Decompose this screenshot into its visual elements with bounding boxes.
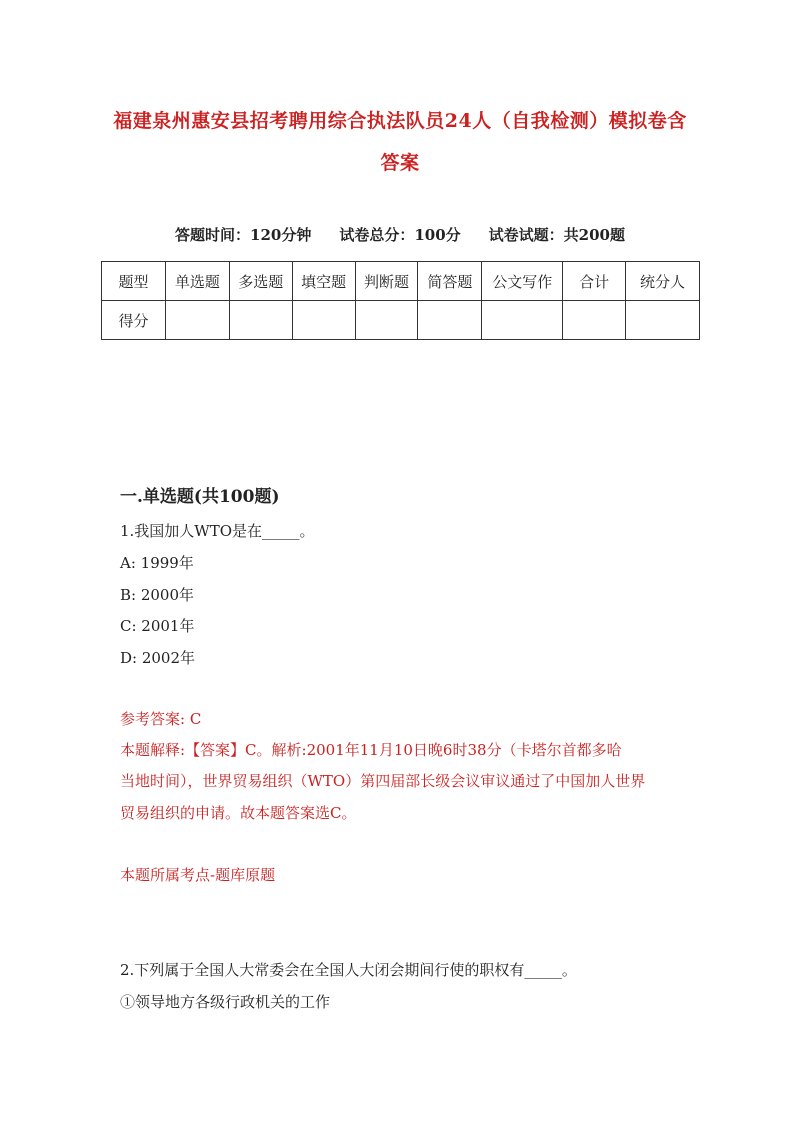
header-cell: 简答题 <box>418 262 482 301</box>
document-title-line-2: 答案 <box>380 152 420 174</box>
question-2-item-1: ①领导地方各级行政机关的工作 <box>120 993 331 1011</box>
header-cell: 题型 <box>102 262 166 301</box>
header-cell: 判断题 <box>355 262 418 301</box>
question-1-explanation-line-3: 贸易组织的申请。故本题答案选C。 <box>120 804 357 822</box>
section-title: 一.单选题(共100题) <box>120 487 280 507</box>
question-1-stem: 1.我国加人WTO是在_____。 <box>120 522 315 540</box>
header-cell: 合计 <box>563 262 626 301</box>
score-cell[interactable] <box>229 301 292 340</box>
score-table-score-row <box>102 301 700 340</box>
header-cell: 公文写作 <box>482 262 563 301</box>
question-1-answer: 参考答案: C <box>120 710 202 728</box>
score-cell[interactable] <box>482 301 563 340</box>
header-cell: 填空题 <box>292 262 355 301</box>
question-1-source: 本题所属考点-题库原题 <box>120 866 276 884</box>
question-1-explanation-line-1: 本题解释:【答案】C。解析:2001年11月10日晚6时38分（卡塔尔首都多哈 <box>120 741 622 759</box>
score-cell[interactable] <box>165 301 229 340</box>
header-cell: 多选题 <box>229 262 292 301</box>
exam-time: 答题时间：120分钟 <box>175 226 312 244</box>
score-row-label: 得分 <box>102 301 166 340</box>
question-1-option-d: D: 2002年 <box>120 649 196 667</box>
exam-total-score: 试卷总分：100分 <box>339 226 461 244</box>
score-cell[interactable] <box>563 301 626 340</box>
question-1-option-c: C: 2001年 <box>120 617 195 635</box>
header-cell: 统分人 <box>626 262 700 301</box>
exam-question-count: 试卷试题：共200题 <box>488 226 625 244</box>
exam-meta <box>100 224 700 245</box>
question-1-option-b: B: 2000年 <box>120 586 195 604</box>
question-2-stem: 2.下列属于全国人大常委会在全国人大闭会期间行使的职权有_____。 <box>120 961 577 979</box>
header-cell: 单选题 <box>165 262 229 301</box>
document-title-line-1: 福建泉州惠安县招考聘用综合执法队员24人（自我检测）模拟卷含 <box>113 110 687 132</box>
score-table <box>101 261 700 340</box>
question-1-explanation-line-2: 当地时间），世界贸易组织（WTO）第四届部长级会议审议通过了中国加人世界 <box>120 772 646 790</box>
score-cell[interactable] <box>292 301 355 340</box>
score-cell[interactable] <box>418 301 482 340</box>
score-cell[interactable] <box>626 301 700 340</box>
question-1-option-a: A: 1999年 <box>120 554 194 572</box>
score-table-header-row <box>102 262 700 301</box>
score-cell[interactable] <box>355 301 418 340</box>
